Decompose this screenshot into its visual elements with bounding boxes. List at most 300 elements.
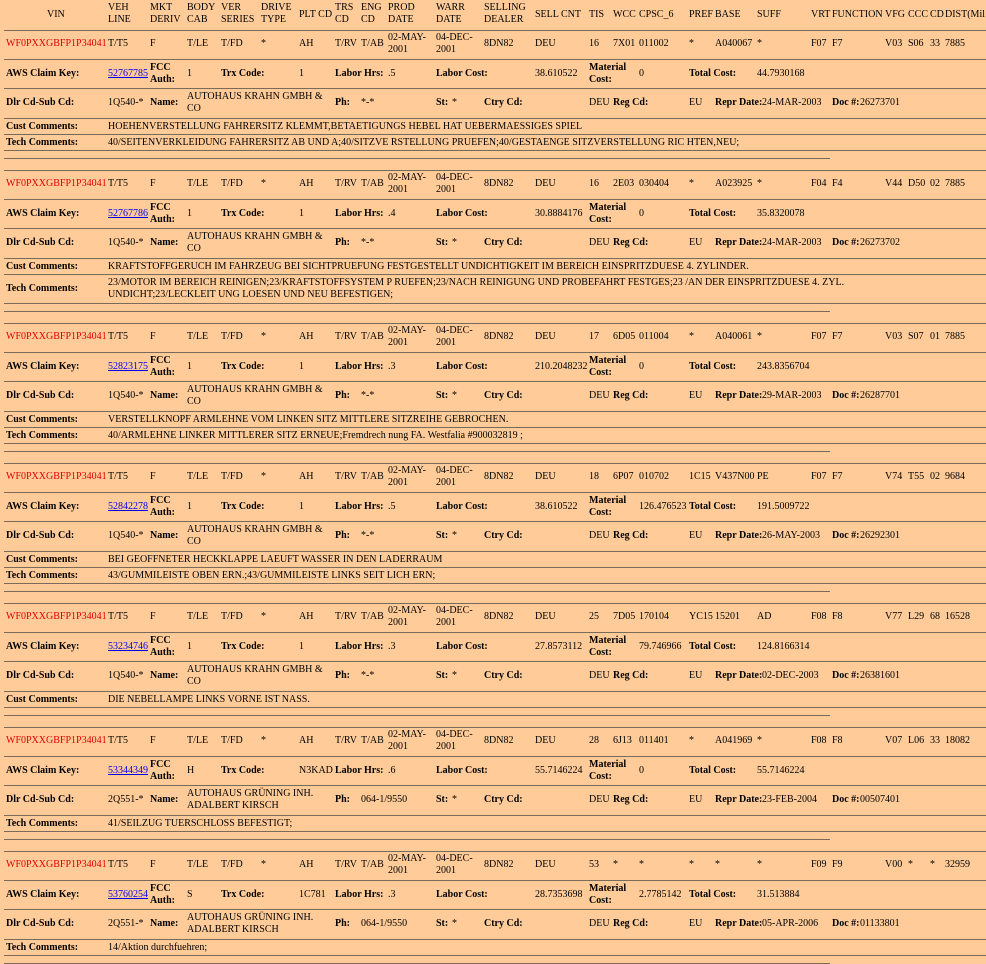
- tis-value: 18: [589, 471, 599, 482]
- dlr-cd-label: Dlr Cd-Sub Cd:: [6, 918, 75, 929]
- drive-type-value: *: [261, 735, 266, 746]
- body-cab-value: T/LE: [187, 735, 209, 746]
- mkt-deriv-value: F: [150, 859, 156, 870]
- header-vrt: VRT: [811, 9, 831, 20]
- row-divider: [4, 323, 986, 324]
- sell-cnt-value: DEU: [535, 735, 556, 746]
- reg-cd-value: EU: [689, 390, 703, 401]
- labor-hrs-label: Labor Hrs:: [335, 889, 384, 900]
- dealer-name-label: Name:: [150, 918, 179, 929]
- dealer-name-label: Name:: [150, 670, 179, 681]
- claim-key-link[interactable]: 52842278: [108, 501, 148, 512]
- selling-dealer-value: 8DN82: [484, 331, 514, 342]
- warr-date-value: 04-DEC-2001: [436, 32, 473, 55]
- wcc-value: 6J13: [613, 735, 632, 746]
- claim-key-link[interactable]: 52767786: [108, 208, 148, 219]
- plt-cd-value: AH: [299, 178, 314, 189]
- claim-key-link[interactable]: 52767785: [108, 68, 148, 79]
- sell-cnt-value: DEU: [535, 331, 556, 342]
- fcc-auth-label: FCC Auth:: [150, 759, 176, 782]
- ccc-value: L06: [908, 735, 925, 746]
- vrt-value: F04: [811, 178, 827, 189]
- fcc-auth-value: H: [187, 765, 195, 776]
- state-label: St:: [436, 918, 449, 929]
- tech-comments-label: Tech Comments:: [6, 942, 79, 953]
- warr-date-value: 04-DEC-2001: [436, 325, 473, 348]
- header-tis: TIS: [589, 9, 604, 20]
- row-divider: [4, 707, 986, 708]
- ver-series-value: T/FD: [221, 735, 243, 746]
- veh-line-value: T/T5: [108, 471, 128, 482]
- sell-cnt-value: DEU: [535, 38, 556, 49]
- fcc-auth-label: FCC Auth:: [150, 62, 176, 85]
- phone-label: Ph:: [335, 237, 350, 248]
- doc-label: Doc #:: [832, 390, 860, 401]
- vfg-value: V00: [885, 859, 903, 870]
- material-cost-value: 0: [639, 208, 644, 219]
- header-suff: SUFF: [757, 9, 781, 20]
- function-value: F9: [832, 859, 843, 870]
- ccc-value: D50: [908, 178, 926, 189]
- wcc-value: 6D05: [613, 331, 636, 342]
- doc-value: 26273702: [860, 237, 900, 248]
- reg-cd-label: Reg Cd:: [613, 530, 649, 541]
- vrt-value: F07: [811, 471, 827, 482]
- total-cost-value: 191.5009722: [757, 501, 810, 512]
- labor-hrs-label: Labor Hrs:: [335, 765, 384, 776]
- repr-date-value: 23-FEB-2004: [762, 794, 817, 805]
- material-cost-label: Material Cost:: [589, 883, 627, 906]
- veh-line-value: T/T5: [108, 178, 128, 189]
- total-cost-value: 243.8356704: [757, 361, 810, 372]
- aws-claim-key-label: AWS Claim Key:: [6, 889, 80, 900]
- tech-comments-label: Tech Comments:: [6, 570, 79, 581]
- row-divider: [4, 427, 986, 428]
- total-cost-label: Total Cost:: [689, 361, 737, 372]
- trx-code-label: Trx Code:: [221, 361, 265, 372]
- dealer-name-value: AUTOHAUS KRAHN GMBH & CO: [187, 524, 323, 547]
- body-cab-value: T/LE: [187, 859, 209, 870]
- dealer-name-value: AUTOHAUS KRAHN GMBH & CO: [187, 664, 323, 687]
- row-divider: [4, 381, 986, 382]
- cpsc-value: 170104: [639, 611, 669, 622]
- labor-cost-label: Labor Cost:: [436, 208, 488, 219]
- dealer-name-label: Name:: [150, 237, 179, 248]
- ver-series-value: T/FD: [221, 611, 243, 622]
- claim-key-link[interactable]: 52823175: [108, 361, 148, 372]
- fcc-auth-value: S: [187, 889, 193, 900]
- ctry-cd-value: DEU: [589, 237, 610, 248]
- vin-value: WF0PXXGBFP1P34041: [6, 38, 107, 49]
- row-divider: [4, 443, 986, 444]
- labor-cost-value: 38.610522: [535, 501, 578, 512]
- wcc-value: 7D05: [613, 611, 636, 622]
- plt-cd-value: AH: [299, 611, 314, 622]
- dealer-name-value: AUTOHAUS KRAHN GMBH & CO: [187, 231, 323, 254]
- selling-dealer-value: 8DN82: [484, 471, 514, 482]
- doc-value: 26292301: [860, 530, 900, 541]
- header-plt-cd: PLT CD: [299, 9, 333, 20]
- total-cost-value: 44.7930168: [757, 68, 805, 79]
- tech-comments-label: Tech Comments:: [6, 283, 79, 294]
- cust-comments-label: Cust Comments:: [6, 261, 78, 272]
- cpsc-value: 011401: [639, 735, 669, 746]
- function-value: F7: [832, 38, 843, 49]
- tech-comments-label: Tech Comments:: [6, 137, 79, 148]
- trx-code-label: Trx Code:: [221, 208, 265, 219]
- total-cost-label: Total Cost:: [689, 68, 737, 79]
- labor-hrs-value: .6: [388, 765, 396, 776]
- ver-series-value: T/FD: [221, 471, 243, 482]
- dist-value: 7885: [945, 331, 965, 342]
- row-divider: [4, 274, 986, 275]
- dlr-cd-label: Dlr Cd-Sub Cd:: [6, 794, 75, 805]
- trx-code-value: N3KAD: [299, 765, 333, 776]
- pref-value: *: [689, 735, 694, 746]
- ctry-cd-label: Ctry Cd:: [484, 390, 523, 401]
- reg-cd-value: EU: [689, 97, 703, 108]
- labor-cost-label: Labor Cost:: [436, 889, 488, 900]
- vrt-value: F07: [811, 331, 827, 342]
- aws-claim-key-label: AWS Claim Key:: [6, 361, 80, 372]
- labor-hrs-value: .5: [388, 501, 396, 512]
- dist-value: 18082: [945, 735, 970, 746]
- repr-date-value: 02-DEC-2003: [762, 670, 819, 681]
- reg-cd-value: EU: [689, 794, 703, 805]
- labor-cost-label: Labor Cost:: [436, 641, 488, 652]
- row-divider: [4, 463, 986, 464]
- row-divider: [4, 815, 986, 816]
- trs-cd-value: T/RV: [335, 611, 357, 622]
- ctry-cd-label: Ctry Cd:: [484, 530, 523, 541]
- ctry-cd-value: DEU: [589, 390, 610, 401]
- vin-value: WF0PXXGBFP1P34041: [6, 735, 107, 746]
- fcc-auth-value: 1: [187, 208, 192, 219]
- repr-date-label: Repr Date:: [715, 918, 763, 929]
- cust-comments-value: KRAFTSTOFFGERUCH IM FAHRZEUG BEI SICHTPRUEFUNG FESTGESTELLT UNDICHTIGKEIT IM BEREICH EINSPRITZDUESE 4. ZYLINDER.: [108, 261, 749, 272]
- vfg-value: V07: [885, 735, 903, 746]
- phone-value: 064-1/9550: [361, 918, 408, 929]
- dlr-cd-value: 2Q551-*: [108, 794, 144, 805]
- vrt-value: F08: [811, 735, 827, 746]
- row-divider: [4, 88, 986, 89]
- cpsc-value: 011004: [639, 331, 669, 342]
- aws-claim-key-label: AWS Claim Key:: [6, 208, 80, 219]
- header-function: FUNCTION: [832, 9, 883, 20]
- row-divider: [4, 352, 986, 353]
- dist-value: 7885: [945, 178, 965, 189]
- row-divider: [4, 258, 986, 259]
- cust-comments-label: Cust Comments:: [6, 414, 78, 425]
- trx-code-value: 1: [299, 208, 304, 219]
- row-divider: [4, 170, 986, 171]
- cust-comments-value: VERSTELLKNOPF ARMLEHNE VOM LINKEN SITZ MITTLERE SITZREIHE GEBROCHEN.: [108, 414, 509, 425]
- dlr-cd-label: Dlr Cd-Sub Cd:: [6, 390, 75, 401]
- pref-value: *: [689, 331, 694, 342]
- wcc-value: 2E03: [613, 178, 635, 189]
- ctry-cd-value: DEU: [589, 918, 610, 929]
- plt-cd-value: AH: [299, 471, 314, 482]
- mkt-deriv-value: F: [150, 331, 156, 342]
- ctry-cd-value: DEU: [589, 530, 610, 541]
- ctry-cd-value: DEU: [589, 670, 610, 681]
- labor-cost-value: 28.7353698: [535, 889, 583, 900]
- row-divider: [4, 228, 986, 229]
- labor-cost-value: 55.7146224: [535, 765, 583, 776]
- veh-line-value: T/T5: [108, 735, 128, 746]
- row-divider: [4, 661, 986, 662]
- material-cost-value: 0: [639, 68, 644, 79]
- cd-value: 33: [930, 38, 940, 49]
- drive-type-value: *: [261, 331, 266, 342]
- ccc-value: S07: [908, 331, 924, 342]
- prod-date-value: 02-MAY-2001: [388, 605, 426, 628]
- dlr-cd-value: 1Q540-*: [108, 670, 144, 681]
- mkt-deriv-value: F: [150, 611, 156, 622]
- suff-value: *: [757, 38, 762, 49]
- drive-type-value: *: [261, 178, 266, 189]
- warr-date-value: 04-DEC-2001: [436, 172, 473, 195]
- function-value: F7: [832, 471, 843, 482]
- fcc-auth-label: FCC Auth:: [150, 635, 176, 658]
- pref-value: *: [689, 38, 694, 49]
- cd-value: 01: [930, 331, 940, 342]
- prod-date-value: 02-MAY-2001: [388, 729, 426, 752]
- repr-date-value: 24-MAR-2003: [762, 237, 822, 248]
- ver-series-value: T/FD: [221, 178, 243, 189]
- repr-date-label: Repr Date:: [715, 97, 763, 108]
- eng-cd-value: T/AB: [361, 178, 384, 189]
- dlr-cd-label: Dlr Cd-Sub Cd:: [6, 530, 75, 541]
- phone-value: *-*: [361, 530, 375, 541]
- vin-value: WF0PXXGBFP1P34041: [6, 331, 107, 342]
- header-drive-type: DRIVE TYPE: [261, 2, 292, 25]
- reg-cd-value: EU: [689, 670, 703, 681]
- total-cost-label: Total Cost:: [689, 208, 737, 219]
- trx-code-label: Trx Code:: [221, 889, 265, 900]
- labor-cost-value: 210.2048232: [535, 361, 588, 372]
- header-base: BASE: [715, 9, 741, 20]
- row-divider: [4, 591, 830, 592]
- labor-cost-label: Labor Cost:: [436, 765, 488, 776]
- labor-cost-label: Labor Cost:: [436, 361, 488, 372]
- labor-hrs-label: Labor Hrs:: [335, 641, 384, 652]
- total-cost-value: 35.8320078: [757, 208, 805, 219]
- doc-label: Doc #:: [832, 530, 860, 541]
- cpsc-value: *: [639, 859, 644, 870]
- dist-value: 16528: [945, 611, 970, 622]
- selling-dealer-value: 8DN82: [484, 611, 514, 622]
- repr-date-label: Repr Date:: [715, 237, 763, 248]
- row-divider: [4, 632, 986, 633]
- repr-date-label: Repr Date:: [715, 530, 763, 541]
- dlr-cd-label: Dlr Cd-Sub Cd:: [6, 670, 75, 681]
- claim-key-link[interactable]: 53234746: [108, 641, 148, 652]
- row-divider: [4, 880, 986, 881]
- function-value: F8: [832, 735, 843, 746]
- dlr-cd-value: 1Q540-*: [108, 237, 144, 248]
- tech-comments-value: 40/ARMLEHNE LINKER MITTLERER SITZ ERNEUE;Fremdrech nung FA. Westfalia #900032819 ;: [108, 430, 523, 441]
- trs-cd-value: T/RV: [335, 178, 357, 189]
- material-cost-label: Material Cost:: [589, 495, 627, 518]
- doc-label: Doc #:: [832, 670, 860, 681]
- trs-cd-value: T/RV: [335, 859, 357, 870]
- trx-code-value: 1: [299, 68, 304, 79]
- dlr-cd-label: Dlr Cd-Sub Cd:: [6, 237, 75, 248]
- vrt-value: F07: [811, 38, 827, 49]
- fcc-auth-label: FCC Auth:: [150, 202, 176, 225]
- ccc-value: *: [908, 859, 913, 870]
- ctry-cd-label: Ctry Cd:: [484, 794, 523, 805]
- dlr-cd-label: Dlr Cd-Sub Cd:: [6, 97, 75, 108]
- header-sell-cnt: SELL CNT: [535, 9, 582, 20]
- labor-cost-value: 30.8884176: [535, 208, 583, 219]
- claim-key-link[interactable]: 53344349: [108, 765, 148, 776]
- header-ver-series: VER SERIES: [221, 2, 255, 25]
- dlr-cd-value: 1Q540-*: [108, 530, 144, 541]
- labor-cost-label: Labor Cost:: [436, 501, 488, 512]
- cust-comments-label: Cust Comments:: [6, 554, 78, 565]
- dealer-name-label: Name:: [150, 530, 179, 541]
- state-value: *: [452, 670, 457, 681]
- row-divider: [4, 603, 986, 604]
- dealer-name-value: AUTOHAUS GRÜNING INH. ADALBERT KIRSCH: [187, 788, 314, 811]
- trs-cd-value: T/RV: [335, 331, 357, 342]
- row-divider: [4, 411, 986, 412]
- pref-value: 1C15: [689, 471, 711, 482]
- material-cost-value: 126.476523: [639, 501, 687, 512]
- labor-hrs-value: .3: [388, 641, 396, 652]
- function-value: F7: [832, 331, 843, 342]
- ctry-cd-value: DEU: [589, 794, 610, 805]
- body-cab-value: T/LE: [187, 331, 209, 342]
- repr-date-label: Repr Date:: [715, 390, 763, 401]
- header-pref: PREF: [689, 9, 713, 20]
- fcc-auth-label: FCC Auth:: [150, 355, 176, 378]
- sell-cnt-value: DEU: [535, 611, 556, 622]
- trs-cd-value: T/RV: [335, 735, 357, 746]
- warr-date-value: 04-DEC-2001: [436, 465, 473, 488]
- reg-cd-value: EU: [689, 530, 703, 541]
- labor-hrs-label: Labor Hrs:: [335, 68, 384, 79]
- row-divider: [4, 303, 986, 304]
- eng-cd-value: T/AB: [361, 331, 384, 342]
- ver-series-value: T/FD: [221, 331, 243, 342]
- trx-code-label: Trx Code:: [221, 68, 265, 79]
- material-cost-label: Material Cost:: [589, 759, 627, 782]
- labor-hrs-value: .3: [388, 889, 396, 900]
- dealer-name-value: AUTOHAUS KRAHN GMBH & CO: [187, 91, 323, 114]
- tis-value: 25: [589, 611, 599, 622]
- ccc-value: S06: [908, 38, 924, 49]
- suff-value: PE: [757, 471, 769, 482]
- vin-value: WF0PXXGBFP1P34041: [6, 178, 107, 189]
- doc-value: 00507401: [860, 794, 900, 805]
- row-divider: [4, 567, 986, 568]
- doc-label: Doc #:: [832, 237, 860, 248]
- total-cost-label: Total Cost:: [689, 641, 737, 652]
- row-divider: [4, 831, 986, 832]
- drive-type-value: *: [261, 611, 266, 622]
- reg-cd-label: Reg Cd:: [613, 670, 649, 681]
- wcc-value: *: [613, 859, 618, 870]
- doc-value: 26273701: [860, 97, 900, 108]
- column-header-row: [0, 0, 986, 30]
- eng-cd-value: T/AB: [361, 735, 384, 746]
- header-mkt-deriv: MKT DERIV: [150, 2, 181, 25]
- header-cpsc: CPSC_6: [639, 9, 674, 20]
- doc-value: 26287701: [860, 390, 900, 401]
- ctry-cd-label: Ctry Cd:: [484, 670, 523, 681]
- tech-comments-label: Tech Comments:: [6, 430, 79, 441]
- drive-type-value: *: [261, 859, 266, 870]
- plt-cd-value: AH: [299, 331, 314, 342]
- cd-value: *: [930, 859, 935, 870]
- plt-cd-value: AH: [299, 735, 314, 746]
- tech-comments-value: 40/SEITENVERKLEIDUNG FAHRERSITZ AB UND A;40/SITZVE RSTELLUNG PRUEFEN;40/GESTAENGE SITZVERSTELLUNG RIC HTEN,NEU;: [108, 137, 740, 148]
- row-divider: [4, 851, 986, 852]
- suff-value: *: [757, 735, 762, 746]
- cpsc-value: 011002: [639, 38, 669, 49]
- row-divider: [4, 715, 830, 716]
- trx-code-label: Trx Code:: [221, 641, 265, 652]
- repr-date-label: Repr Date:: [715, 670, 763, 681]
- labor-hrs-value: .3: [388, 361, 396, 372]
- phone-label: Ph:: [335, 530, 350, 541]
- repr-date-value: 05-APR-2006: [762, 918, 819, 929]
- header-selling-dealer: SELLING DEALER: [484, 2, 526, 25]
- claim-key-link[interactable]: 53760254: [108, 889, 148, 900]
- tis-value: 28: [589, 735, 599, 746]
- warr-date-value: 04-DEC-2001: [436, 729, 473, 752]
- ccc-value: T55: [908, 471, 925, 482]
- vfg-value: V03: [885, 38, 903, 49]
- prod-date-value: 02-MAY-2001: [388, 172, 426, 195]
- reg-cd-label: Reg Cd:: [613, 97, 649, 108]
- state-label: St:: [436, 97, 449, 108]
- total-cost-label: Total Cost:: [689, 501, 737, 512]
- doc-value: 01133801: [860, 918, 900, 929]
- material-cost-value: 2.7785142: [639, 889, 682, 900]
- tis-value: 16: [589, 38, 599, 49]
- veh-line-value: T/T5: [108, 611, 128, 622]
- dealer-name-value: AUTOHAUS GRÜNING INH. ADALBERT KIRSCH: [187, 912, 314, 935]
- phone-label: Ph:: [335, 918, 350, 929]
- phone-label: Ph:: [335, 670, 350, 681]
- total-cost-label: Total Cost:: [689, 765, 737, 776]
- fcc-auth-label: FCC Auth:: [150, 883, 176, 906]
- total-cost-label: Total Cost:: [689, 889, 737, 900]
- base-value: *: [715, 859, 720, 870]
- material-cost-label: Material Cost:: [589, 635, 627, 658]
- doc-label: Doc #:: [832, 918, 860, 929]
- row-divider: [4, 727, 986, 728]
- cust-comments-value: BEI GEOFFNETER HECKKLAPPE LAEUFT WASSER IN DEN LADERRAUM: [108, 554, 443, 565]
- header-trs-cd: TRS CD: [335, 2, 354, 25]
- tis-value: 16: [589, 178, 599, 189]
- cpsc-value: 010702: [639, 471, 669, 482]
- state-value: *: [452, 237, 457, 248]
- fcc-auth-label: FCC Auth:: [150, 495, 176, 518]
- prod-date-value: 02-MAY-2001: [388, 465, 426, 488]
- pref-value: YC15: [689, 611, 713, 622]
- cd-value: 68: [930, 611, 940, 622]
- phone-value: *-*: [361, 670, 375, 681]
- row-divider: [4, 955, 986, 956]
- tis-value: 53: [589, 859, 599, 870]
- state-value: *: [452, 794, 457, 805]
- dist-value: 32959: [945, 859, 970, 870]
